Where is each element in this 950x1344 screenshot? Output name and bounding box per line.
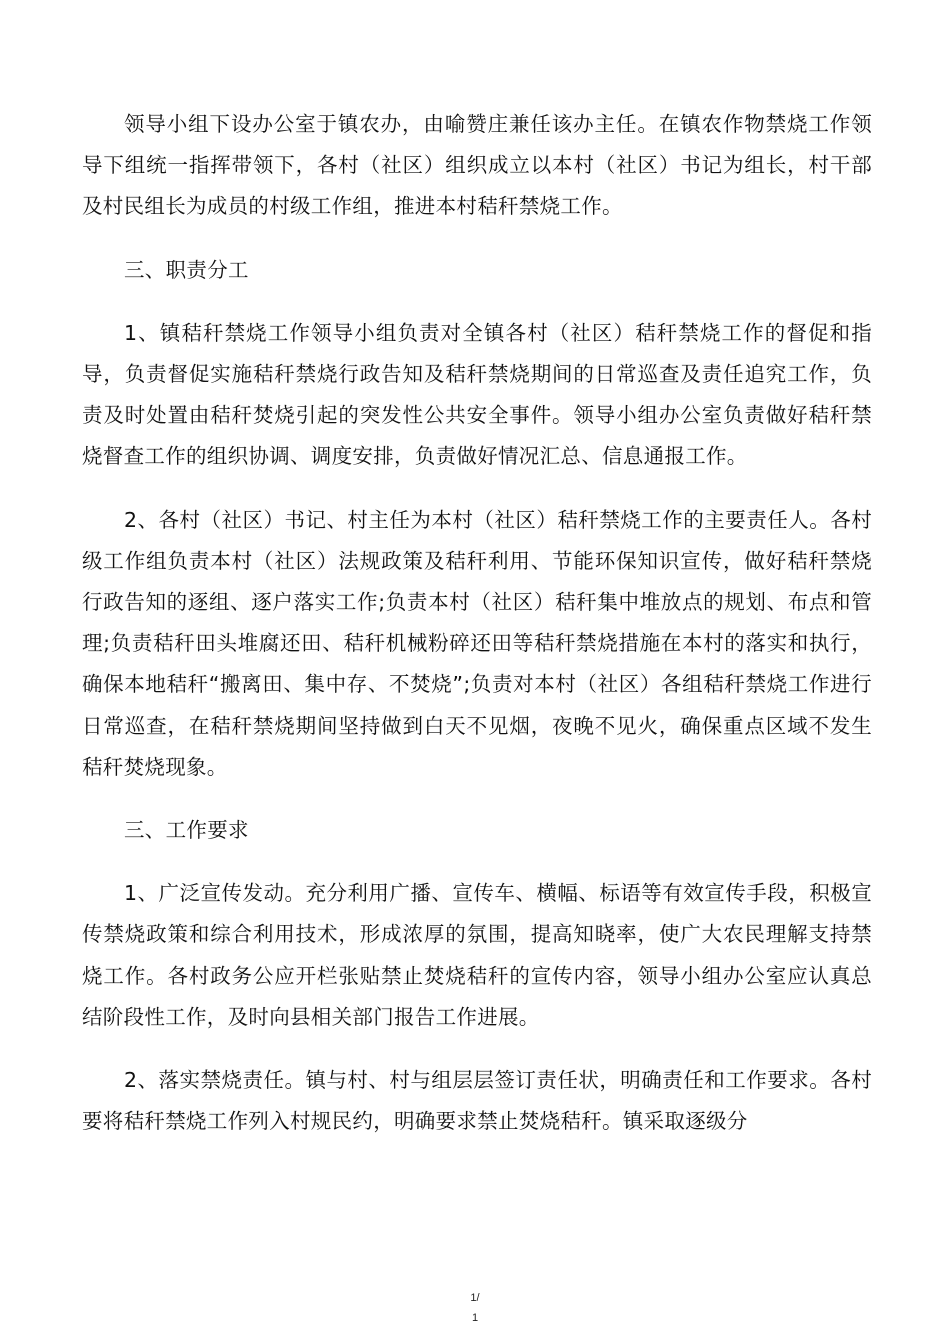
paragraph-office-setup: 领导小组下设办公室于镇农办，由喻赞庄兼任该办主任。在镇农作物禁烧工作领导下组统一指挥带领下，各村（社区）组织成立以本村（社区）书记为组长，村干部及村民组长为成员的村级工作组，推进本村秸秆禁烧工作。 <box>82 112 872 219</box>
page-number-bottom: 1 <box>471 1312 479 1324</box>
section-heading-responsibilities: 三、职责分工 <box>124 257 249 282</box>
paragraph-requirement-1: 1、广泛宣传发动。充分利用广播、宣传车、横幅、标语等有效宣传手段，积极宣传禁烧政策和综合利用技术，形成浓厚的氛围，提高知晓率，使广大农民理解支持禁烧工作。各村政务公应开栏张贴禁止焚烧秸秆的宣传内容，领导小组办公室应认真总结阶段性工作，及时向县相关部门报告工作进展。 <box>82 881 872 1029</box>
paragraph-responsibility-2: 2、各村（社区）书记、村主任为本村（社区）秸秆禁烧工作的主要责任人。各村级工作组负责本村（社区）法规政策及秸秆利用、节能环保知识宣传，做好秸秆禁烧行政告知的逐组、逐户落实工作;负责本村（社区）秸秆集中堆放点的规划、布点和管理;负责秸秆田头堆腐还田、秸秆机械粉碎还田等秸秆禁烧措施在本村的落实和执行，确保本地秸秆“搬离田、集中存、不焚烧”;负责对本村（社区）各组秸秆禁烧工作进行日常巡查，在秸秆禁烧期间坚持做到白天不见烟，夜晚不见火，确保重点区域不发生秸秆焚烧现象。 <box>82 507 872 779</box>
page-number-top: 1/ <box>470 1292 480 1304</box>
document-body <box>82 104 872 1164</box>
paragraph-responsibility-1: 1、镇秸秆禁烧工作领导小组负责对全镇各村（社区）秸秆禁烧工作的督促和指导，负责督促实施秸秆禁烧行政告知及秸秆禁烧期间的日常巡查及责任追究工作，负责及时处置由秸秆焚烧引起的突发性公共安全事件。领导小组办公室负责做好秸秆禁烧督查工作的组织协调、调度安排，负责做好情况汇总、信息通报工作。 <box>82 320 872 469</box>
page-number <box>0 1288 950 1328</box>
paragraph-requirement-2: 2、落实禁烧责任。镇与村、村与组层层签订责任状，明确责任和工作要求。各村要将秸秆禁烧工作列入村规民约，明确要求禁止焚烧秸秆。镇采取逐级分 <box>82 1068 872 1134</box>
section-heading-work-requirements: 三、工作要求 <box>124 818 249 843</box>
